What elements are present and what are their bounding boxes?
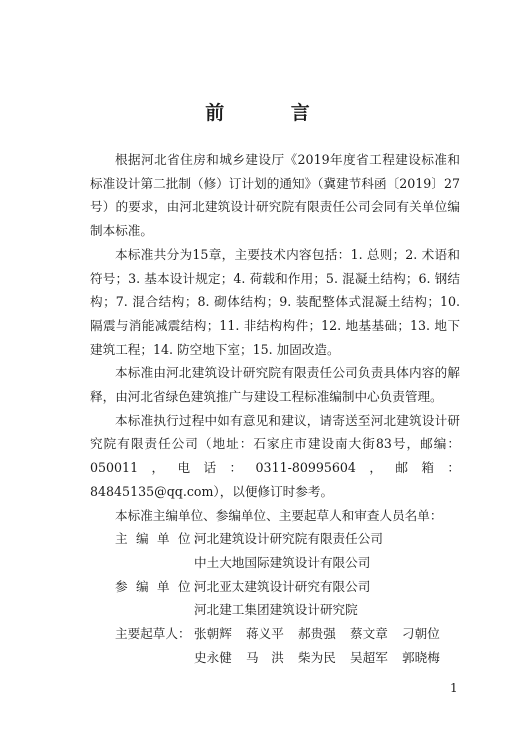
paragraph-interpretation: 本标准由河北建筑设计研究院有限责任公司负责具体内容的解释，由河北省绿色建筑推广与建设工程标准编制中心负责管理。	[90, 365, 460, 405]
page-title: 前 言	[205, 102, 340, 124]
drafter-name: 马 洪	[246, 649, 284, 665]
drafter-name: 张朝辉	[194, 626, 232, 642]
participating-units-label: 参 编 单 位：	[115, 578, 208, 594]
chief-units-label: 主 编 单 位：	[115, 531, 208, 547]
participating-units	[90, 575, 460, 622]
drafters-label: 主要起草人：	[115, 626, 191, 642]
chief-units	[90, 527, 460, 574]
paragraph-basis: 根据河北省住房和城乡建设厅《2019年度省工程建设标准和标准设计第二批制（修）订计划的通知》（冀建节科函〔2019〕27号）的要求，由河北建筑设计研究院有限责任公司会同有关单位编制本标准。	[90, 152, 460, 239]
participating-unit-2: 河北建工集团建筑设计研究院	[194, 602, 358, 618]
drafter-name: 刁朝位	[402, 626, 440, 642]
chief-unit-2: 中土大地国际建筑设计有限公司	[194, 554, 371, 570]
drafter-name: 郭晓梅	[402, 649, 440, 665]
drafter-name: 史永健	[194, 649, 232, 665]
drafters	[90, 622, 460, 669]
drafter-name: 蒋义平	[246, 626, 284, 642]
chief-unit-1: 河北建筑设计研究院有限责任公司	[194, 531, 383, 547]
drafter-name: 郝贵强	[298, 626, 336, 642]
drafter-name: 蔡文章	[350, 626, 388, 642]
drafter-name: 吴超军	[350, 649, 388, 665]
preface-body	[90, 148, 460, 669]
units-intro: 本标准主编单位、参编单位、主要起草人和审查人员名单：	[115, 507, 443, 523]
page-number: 1	[450, 681, 458, 695]
drafter-name: 柴为民	[298, 649, 336, 665]
paragraph-contents: 本标准共分为15章，主要技术内容包括：1. 总则；2. 术语和符号；3. 基本设计规定；4. 荷载和作用；5. 混凝土结构；6. 钢结构；7. 混合结构；8. 砌体结构；9. 装配整体式混凝土结构；10. 隔震与消能减震结构；11. 非结构构件；12. 地基基础；13. 地下建筑工程；14. 防空地下室；15. 加固改造。	[90, 246, 460, 357]
participating-unit-1: 河北亚太建筑设计研究有限公司	[194, 578, 371, 594]
paragraph-feedback: 本标准执行过程中如有意见和建议，请寄送至河北建筑设计研究院有限责任公司（地址：石家庄市建设南大街83号，邮编：050011，电话：0311-80995604，邮箱：84845135@qq.com），以便修订时参考。	[90, 412, 460, 499]
